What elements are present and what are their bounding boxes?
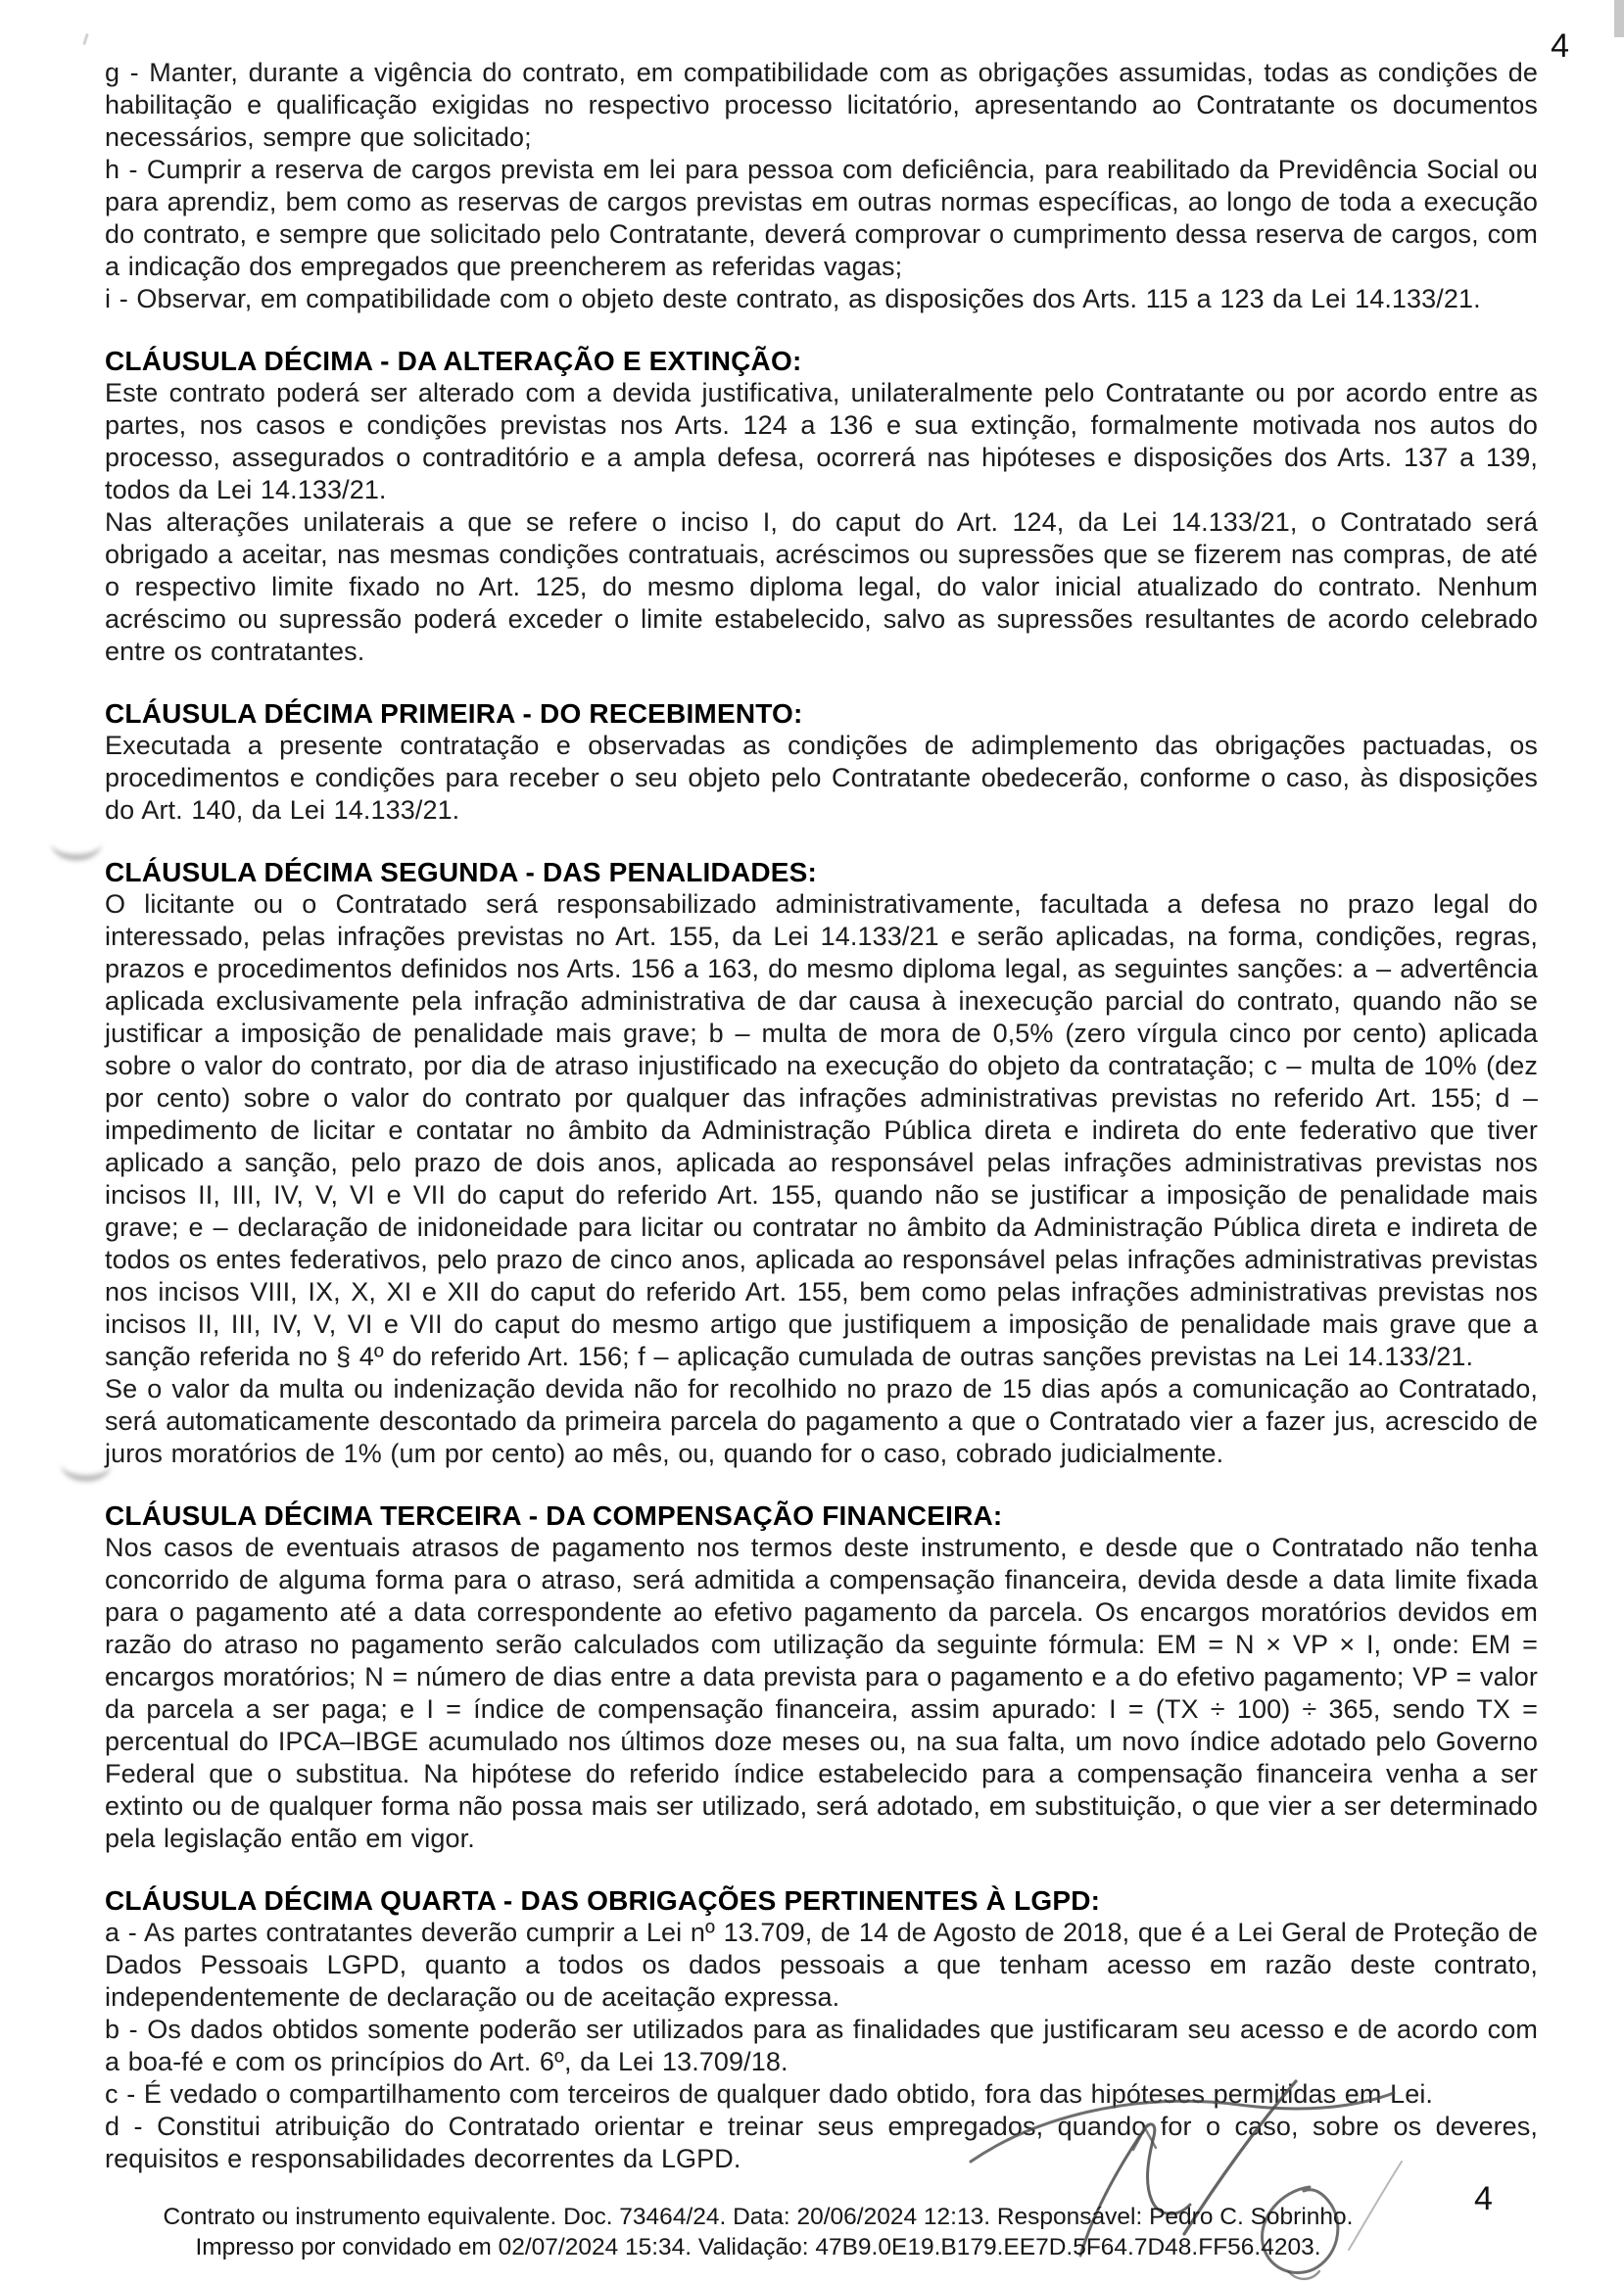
footer-line-1: Contrato ou instrumento equivalente. Doc. 73464/24. Data: 20/06/2024 12:13. Responsável: Pedro C. Sobrinho. <box>163 2204 1354 2230</box>
page-number-bottom: 4 <box>1474 2180 1493 2217</box>
footer-line-2: Impresso por convidado em 02/07/2024 15:34. Validação: 47B9.0E19.B179.EE7D.5F64.7D48.FF56.4203. <box>195 2234 1321 2260</box>
clause-12-paragraph-2: Se o valor da multa ou indenização devida não for recolhido no prazo de 15 dias após a comunicação ao Contratado, será automaticamente descontado da primeira parcela do pagamento a que o Contratado vier a fazer jus, acrescido de juros moratórios de 1% (um por cento) ao mês, ou, quando for o caso, cobrado judicialmente. <box>105 1374 1538 1468</box>
clause-14-item-b: b - Os dados obtidos somente poderão ser utilizados para as finalidades que justificaram seu acesso e de acordo com a boa-fé e com os princípios do Art. 6º, da Lei 13.709/18. <box>105 2015 1538 2076</box>
page-number-top: 4 <box>1551 27 1569 65</box>
clause-12-heading: CLÁUSULA DÉCIMA SEGUNDA - DAS PENALIDADES: <box>105 857 818 887</box>
clause-14-item-c: c - É vedado o compartilhamento com terceiros de qualquer dado obtido, fora das hipóteses permitidas em Lei. <box>105 2079 1434 2109</box>
obligations-item-h: h - Cumprir a reserva de cargos prevista em lei para pessoa com deficiência, para reabilitado da Previdência Social ou para aprendiz, bem como as reservas de cargos previstas em outras normas específicas, ao longo de toda a execução do contrato, e sempre que solicitado pelo Contratante, deverá comprovar o cumprimento dessa reserva de cargos, com a indicação dos empregados que preencherem as referidas vagas; <box>105 155 1538 281</box>
clause-10-paragraph-1: Este contrato poderá ser alterado com a devida justificativa, unilateralmente pelo Contratante ou por acordo entre as partes, nos casos e condições previstas nos Arts. 124 a 136 e sua extinção, formalmente motivada nos autos do processo, assegurados o contraditório e a ampla defesa, ocorrerá nas hipóteses e disposições dos Arts. 137 a 139, todos da Lei 14.133/21. <box>105 378 1538 504</box>
scan-speck-artifact <box>82 33 89 45</box>
obligations-item-g: g - Manter, durante a vigência do contrato, em compatibilidade com as obrigações assumidas, todas as condições de habilitação e qualificação exigidas no respectivo processo licitatório, apresentando ao Contratante os documentos necessários, sempre que solicitado; <box>105 58 1538 152</box>
clause-11-paragraph: Executada a presente contratação e observadas as condições de adimplemento das obrigações pactuadas, os procedimentos e condições para receber o seu objeto pelo Contratante obedecerão, conforme o caso, às disposições do Art. 140, da Lei 14.133/21. <box>105 731 1538 825</box>
clause-11-heading: CLÁUSULA DÉCIMA PRIMEIRA - DO RECEBIMENTO: <box>105 698 803 729</box>
clause-13-paragraph: Nos casos de eventuais atrasos de pagamento nos termos deste instrumento, e desde que o Contratado não tenha concorrido de alguma forma para o atraso, será admitida a compensação financeira, devida desde a data limite fixada para o pagamento até a data correspondente ao efetivo pagamento da parcela. Os encargos moratórios devidos em razão do atraso no pagamento serão calculados com utilização da seguinte fórmula: EM = N × VP × I, onde: EM = encargos moratórios; N = número de dias entre a data prevista para o pagamento e a do efetivo pagamento; VP = valor da parcela a ser paga; e I = índice de compensação financeira, assim apurado: I = (TX ÷ 100) ÷ 365, sendo TX = percentual do IPCA–IBGE acumulado nos últimos doze meses ou, na sua falta, um novo índice adotado pelo Governo Federal que o substitua. Na hipótese do referido índice estabelecido para a compensação financeira venha a ser extinto ou de qualquer forma não possa mais ser utilizado, será adotado, em substituição, o que vier a ser determinado pela legislação então em vigor. <box>105 1533 1538 1853</box>
document-footer <box>0 2202 1624 2262</box>
clause-12-paragraph-1: O licitante ou o Contratado será responsabilizado administrativamente, facultada a defesa no prazo legal do interessado, pelas infrações previstas no Art. 155, da Lei 14.133/21 e serão aplicadas, na forma, condições, regras, prazos e procedimentos definidos nos Arts. 156 a 163, do mesmo diploma legal, as seguintes sanções: a – advertência aplicada exclusivamente pela infração administrativa de dar causa à inexecução parcial do contrato, quando não se justificar a imposição de penalidade mais grave; b – multa de mora de 0,5% (zero vírgula cinco por cento) aplicada sobre o valor do contrato, por dia de atraso injustificado na execução do objeto da contratação; c – multa de 10% (dez por cento) sobre o valor do contrato por qualquer das infrações administrativas previstas no referido Art. 155; d – impedimento de licitar e contatar no âmbito da Administração Pública direta e indireta do ente federativo que tiver aplicado a sanção, pelo prazo de dois anos, aplicada ao responsável pelas infrações administrativas previstas nos incisos II, III, IV, V, VI e VII do caput do referido Art. 155, quando não se justificar a imposição de penalidade mais grave; e – declaração de inidoneidade para licitar ou contratar no âmbito da Administração Pública direta e indireta de todos os entes federativos, pelo prazo de cinco anos, aplicada ao responsável pelas infrações administrativas previstas nos incisos VIII, IX, X, XI e XII do caput do referido Art. 155, bem como pelas infrações administrativas previstas nos incisos II, III, IV, V, VI e VII do caput do mesmo artigo que justifiquem a imposição de penalidade mais grave que a sanção referida no § 4º do referido Art. 156; f – aplicação cumulada de outras sanções previstas na Lei 14.133/21. <box>105 889 1538 1371</box>
clause-14-item-a: a - As partes contratantes deverão cumprir a Lei nº 13.709, de 14 de Agosto de 2018, que é a Lei Geral de Proteção de Dados Pessoais LGPD, quanto a todos os dados pessoais a que tenham acesso em razão deste contrato, independentemente de declaração ou de aceitação expressa. <box>105 1918 1538 2012</box>
clause-14-item-d: d - Constitui atribuição do Contratado orientar e treinar seus empregados, quando for o caso, sobre os deveres, requisitos e responsabilidades decorrentes da LGPD. <box>105 2112 1538 2173</box>
obligations-item-i: i - Observar, em compatibilidade com o objeto deste contrato, as disposições dos Arts. 115 a 123 da Lei 14.133/21. <box>105 284 1481 313</box>
binder-hole-shadow <box>51 825 102 861</box>
scan-edge-artifact <box>1614 0 1624 37</box>
clause-10-heading: CLÁUSULA DÉCIMA - DA ALTERAÇÃO E EXTINÇÃO: <box>105 346 802 376</box>
clause-13-heading: CLÁUSULA DÉCIMA TERCEIRA - DA COMPENSAÇÃO FINANCEIRA: <box>105 1500 1003 1531</box>
clause-10-paragraph-2: Nas alterações unilaterais a que se refere o inciso I, do caput do Art. 124, da Lei 14.133/21, o Contratado será obrigado a aceitar, nas mesmas condições contratuais, acréscimos ou supressões que se fizerem nas compras, de até o respectivo limite fixado no Art. 125, do mesmo diploma legal, do valor inicial atualizado do contrato. Nenhum acréscimo ou supressão poderá exceder o limite estabelecido, salvo as supressões resultantes de acordo celebrado entre os contratantes. <box>105 507 1538 666</box>
contract-page-body <box>105 57 1538 2175</box>
clause-14-heading: CLÁUSULA DÉCIMA QUARTA - DAS OBRIGAÇÕES PERTINENTES À LGPD: <box>105 1885 1101 1916</box>
